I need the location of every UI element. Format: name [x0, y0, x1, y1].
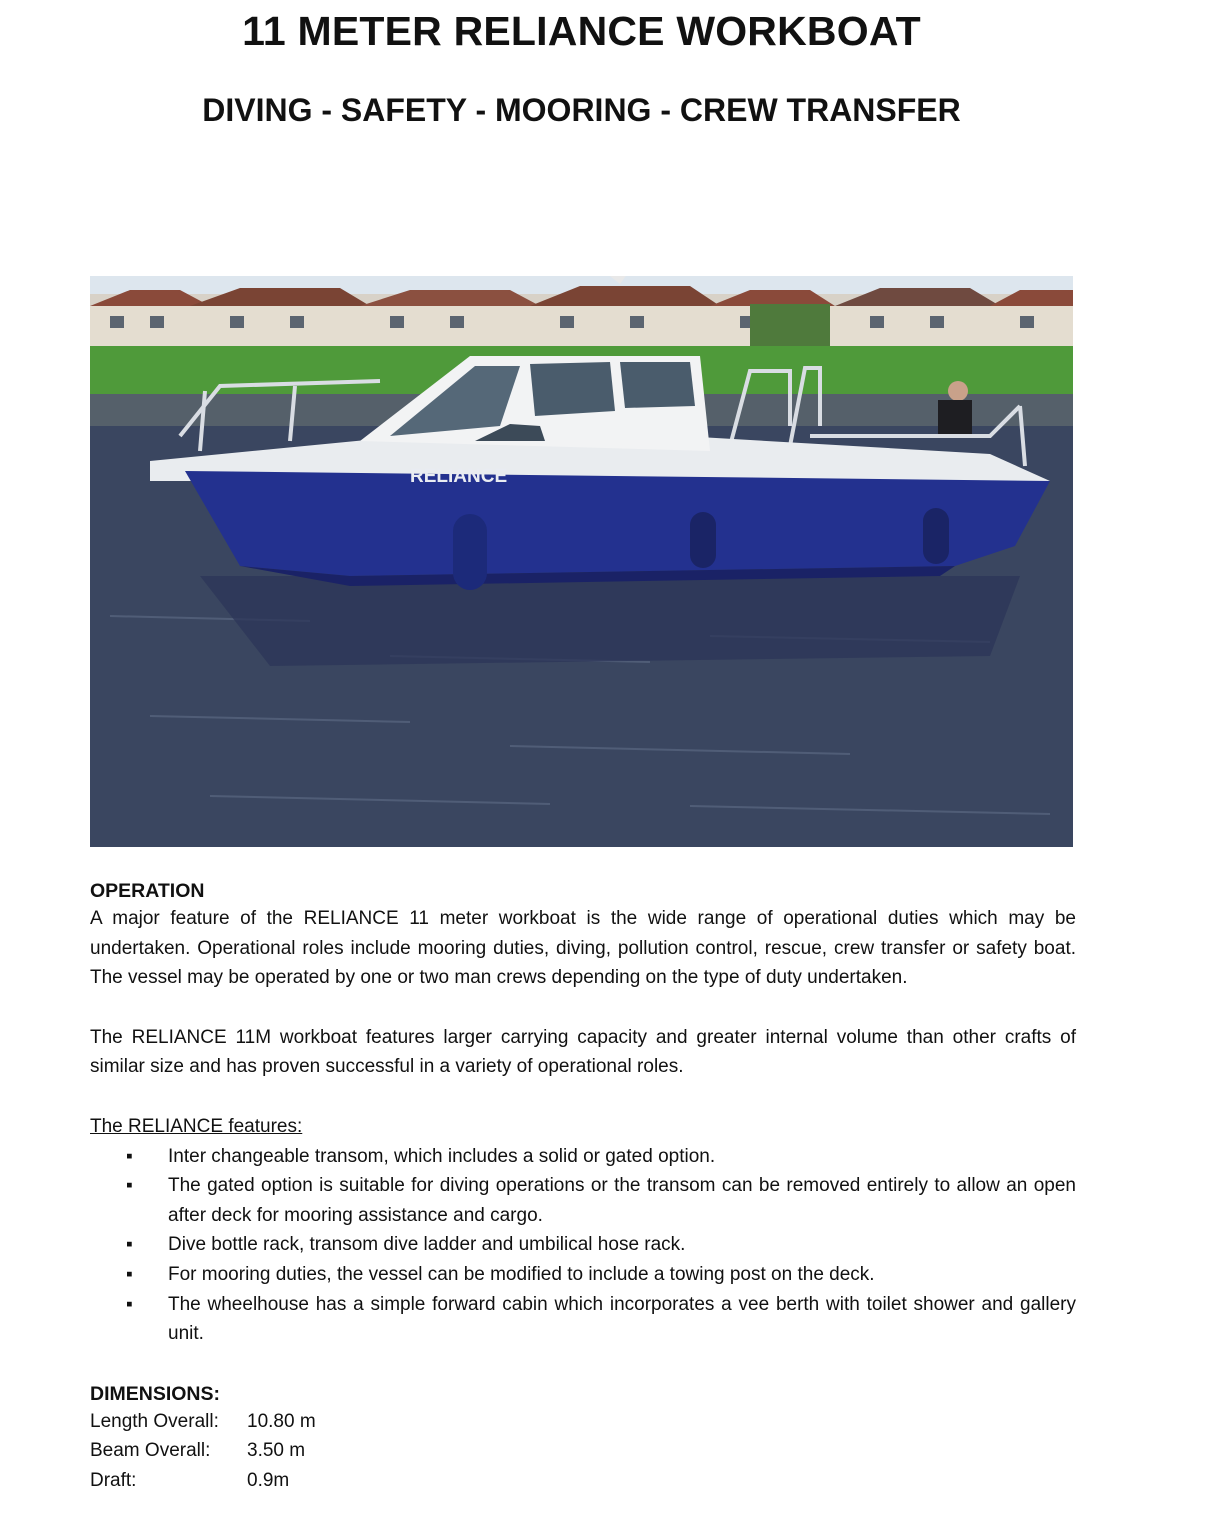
operation-paragraph-2: The RELIANCE 11M workboat features larger carrying capacity and greater internal volume than other crafts of similar size and has proven successful in a variety of operational roles.: [90, 1026, 1076, 1078]
dimension-label: Beam Overall:: [90, 1440, 211, 1462]
bullet-icon: ▪: [126, 1263, 133, 1285]
dimension-row: [90, 1466, 1076, 1496]
dimension-row: [90, 1436, 1076, 1466]
dimension-value: 3.50 m: [247, 1440, 306, 1462]
document-body: [90, 878, 1076, 1496]
operation-paragraph-1: A major feature of the RELIANCE 11 meter workboat is the wide range of operational duties which may be undertaken. Operational roles include mooring duties, diving, pollution control, rescue, crew transfer or safety boat. The vessel may be operated by one or two man crews depending on the type of duty undertaken.: [90, 908, 1076, 989]
list-item: ▪ Dive bottle rack, transom dive ladder and umbilical hose rack.: [90, 1230, 1076, 1260]
list-item: ▪ Inter changeable transom, which includes a solid or gated option.: [90, 1142, 1076, 1172]
bullet-icon: ▪: [126, 1145, 133, 1167]
bullet-icon: ▪: [126, 1293, 133, 1315]
features-list: [90, 1142, 1076, 1349]
bullet-icon: ▪: [126, 1175, 133, 1197]
dimensions-heading: DIMENSIONS:: [90, 1382, 221, 1405]
fender: [453, 514, 487, 590]
list-item: ▪ The gated option is suitable for diving operations or the transom can be removed entirely to allow an open after deck for mooring assistance and cargo.: [90, 1171, 1076, 1230]
list-item: ▪ The wheelhouse has a simple forward cabin which incorporates a vee berth with toilet shower and gallery unit.: [90, 1290, 1076, 1349]
page-subtitle: DIVING - SAFETY - MOORING - CREW TRANSFER: [202, 92, 961, 128]
bullet-icon: ▪: [126, 1234, 133, 1256]
houses: [90, 286, 1073, 346]
boat-photo: [90, 276, 1073, 847]
dimension-label: Length Overall:: [90, 1410, 219, 1432]
features-heading: The RELIANCE features:: [90, 1115, 303, 1137]
dimensions-table: [90, 1407, 1076, 1496]
fender: [690, 512, 716, 568]
list-item: ▪ For mooring duties, the vessel can be modified to include a towing post on the deck.: [90, 1260, 1076, 1290]
boat-hull: [185, 471, 1050, 576]
dimension-value: 10.80 m: [247, 1410, 316, 1432]
hull-name-label: RELIANCE: [410, 466, 508, 487]
page-title: 11 METER RELIANCE WORKBOAT: [242, 8, 921, 54]
boat-illustration: [90, 276, 1073, 847]
operation-heading: OPERATION: [90, 880, 205, 902]
dimension-value: 0.9m: [247, 1469, 290, 1491]
dimension-row: [90, 1407, 1076, 1437]
dimension-label: Draft:: [90, 1469, 137, 1491]
fender: [923, 508, 949, 564]
